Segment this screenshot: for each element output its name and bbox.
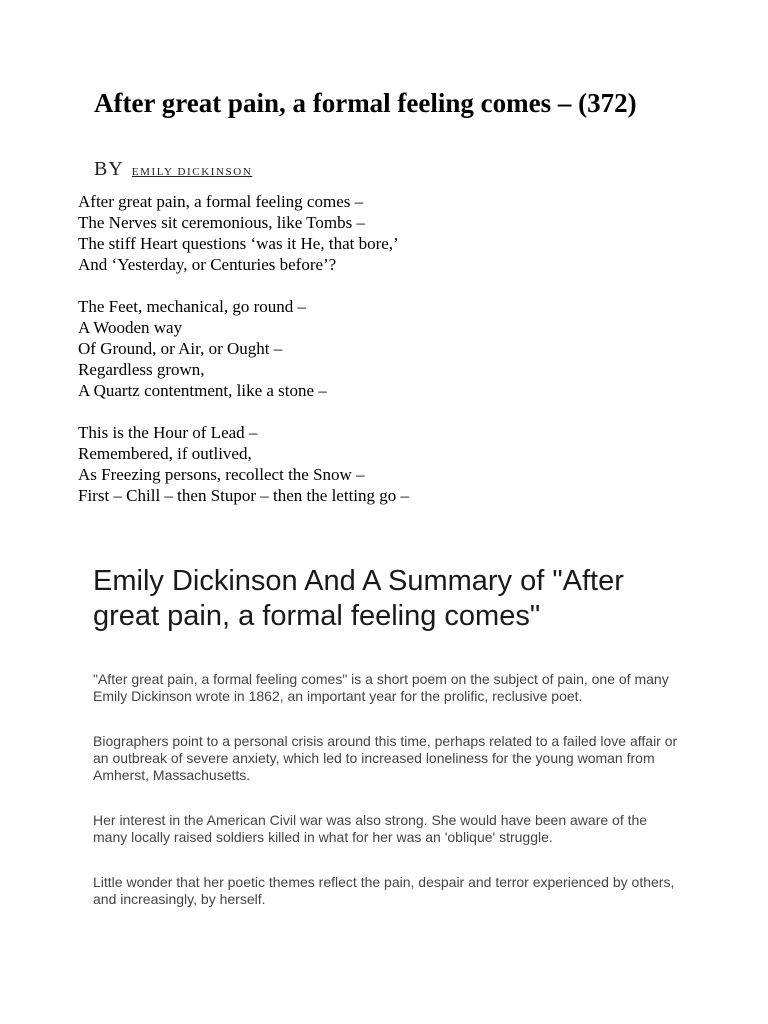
summary-heading: Emily Dickinson And A Summary of "After great pain, a formal feeling comes" <box>93 565 624 632</box>
poem-line: The Nerves sit ceremonious, like Tombs – <box>78 213 365 232</box>
poem-line: The stiff Heart questions ‘was it He, that bore,’ <box>78 234 399 253</box>
poem-line: After great pain, a formal feeling comes – <box>78 192 364 211</box>
poem-line: And ‘Yesterday, or Centuries before’? <box>78 255 337 274</box>
summary-paragraph: Little wonder that her poetic themes reflect the pain, despair and terror experienced by others, and increasingly, by herself. <box>93 874 675 907</box>
by-label: BY <box>94 158 124 180</box>
summary-paragraph: Her interest in the American Civil war was also strong. She would have been aware of the many locally raised soldiers killed in what for her was an 'oblique' struggle. <box>93 812 648 845</box>
poem-body <box>78 191 638 527</box>
author-link[interactable]: EMILY DICKINSON <box>131 166 253 178</box>
stanza-2 <box>78 296 638 401</box>
byline <box>94 158 252 181</box>
summary-paragraph: "After great pain, a formal feeling comes" is a short poem on the subject of pain, one of many Emily Dickinson wrote in 1862, an important year for the prolific, reclusive poet. <box>93 671 669 704</box>
stanza-3 <box>78 422 638 506</box>
poem-line: This is the Hour of Lead – <box>78 423 258 442</box>
poem-line: First – Chill – then Stupor – then the letting go – <box>78 486 410 505</box>
poem-line: Regardless grown, <box>78 360 205 379</box>
poem-line: As Freezing persons, recollect the Snow – <box>78 465 365 484</box>
summary-body <box>93 671 683 908</box>
poem-line: Remembered, if outlived, <box>78 444 252 463</box>
stanza-1 <box>78 191 638 275</box>
summary-paragraph: Biographers point to a personal crisis around this time, perhaps related to a failed love affair or an outbreak of severe anxiety, which led to increased loneliness for the young woman from Amherst, Massachusetts. <box>93 733 678 783</box>
poem-line: The Feet, mechanical, go round – <box>78 297 307 316</box>
poem-line: A Quartz contentment, like a stone – <box>78 381 327 400</box>
poem-line: A Wooden way <box>78 318 183 337</box>
poem-title: After great pain, a formal feeling comes – (372) <box>94 88 637 118</box>
poem-line: Of Ground, or Air, or Ought – <box>78 339 283 358</box>
